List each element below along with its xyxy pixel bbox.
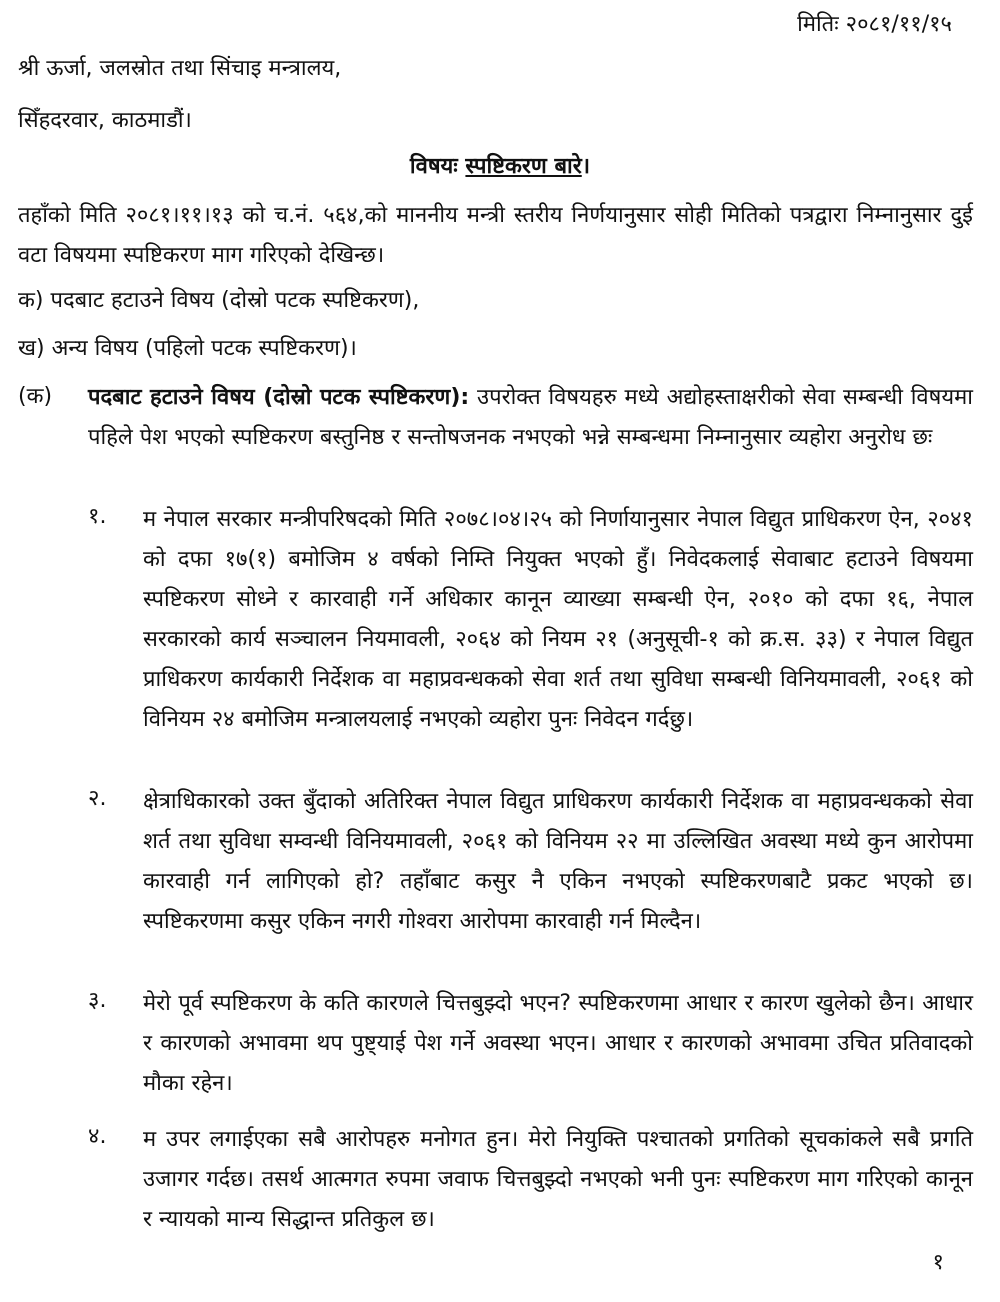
section-a-paragraph xyxy=(88,378,973,458)
item-text: म उपर लगाईएका सबै आरोपहरु मनोगत हुन। मेरो नियुक्ति पश्चातको प्रगतिको सूचकांकले सबै प्रगति उजागर गर्दछ। तसर्थ आत्मगत रुपमा जवाफ चित्तबुझ्दो नभएको भनी पुनः स्पष्टिकरण माग गरिएको कानून र न्यायको मान्य सिद्धान्त प्रतिकुल छ। xyxy=(143,1127,973,1232)
item-number: २. xyxy=(88,786,107,811)
item-text: म नेपाल सरकार मन्त्रीपरिषदको मिति २०७८।०४।२५ को निर्णायानुसार नेपाल विद्युत प्राधिकरण ऐन, २०४१ को दफा १७(१) बमोजिम ४ वर्षको निम्ति नियुक्त भएको हुँ। निवेदकलाई सेवाबाट हटाउने विषयमा स्पष्टिकरण सोध्ने र कारवाही गर्ने अधिकार कानून व्याख्या सम्बन्धी ऐन, २०१० को दफा १६, नेपाल सरकारको कार्य सञ्चालन नियमावली, २०६४ को नियम २१ (अनुसूची-१ को क्र.स. ३३) र नेपाल विद्युत प्राधिकरण कार्यकारी निर्देशक वा महाप्रवन्धकको सेवा शर्त तथा सुविधा सम्बन्धी विनियमावली, २०६१ को विनियम २४ बमोजिम मन्त्रालयलाई नभएको व्यहोरा पुनः निवेदन गर्दछु। xyxy=(143,507,973,732)
letter-date: मितिः २०८१/११/१५ xyxy=(797,12,952,37)
subject-text: स्पष्टिकरण बारे xyxy=(465,154,582,179)
item-text: क्षेत्राधिकारको उक्त बुँदाको अतिरिक्त नेपाल विद्युत प्राधिकरण कार्यकारी निर्देशक वा महाप्रवन्धकको सेवा शर्त तथा सुविधा सम्वन्धी विनियमावली, २०६१ को विनियम २२ मा उल्लिखित अवस्था मध्ये कुन आरोपमा कारवाही गर्न लागिएको हो? तहाँबाट कसुर नै एकिन नभएको स्पष्टिकरणबाटै प्रकट भएको छ। स्पष्टिकरणमा कसुर एकिन नगरी गोश्वरा आरोपमा कारवाही गर्न मिल्दैन। xyxy=(143,789,973,934)
topic-item-b: ख) अन्य विषय (पहिलो पटक स्पष्टिकरण)। xyxy=(18,336,357,361)
subject-line xyxy=(0,150,1000,180)
item-number: १. xyxy=(88,504,107,529)
subject-prefix: विषयः xyxy=(409,154,458,179)
intro-paragraph: तहाँको मिति २०८१।११।१३ को च.नं. ५६४,को माननीय मन्त्री स्तरीय निर्णयानुसार सोही मितिको पत्रद्वारा निम्नानुसार दुई वटा विषयमा स्पष्टिकरण माग गरिएको देखिन्छ। xyxy=(18,203,973,268)
topic-item-a: क) पदबाट हटाउने विषय (दोस्रो पटक स्पष्टिकरण), xyxy=(18,288,420,313)
page-number: १ xyxy=(932,1250,944,1275)
item-number: ४. xyxy=(88,1124,107,1149)
section-a-body: उपरोक्त विषयहरु मध्ये अद्योहस्ताक्षरीको सेवा सम्बन्धी विषयमा पहिले पेश भएको स्पष्टिकरण बस्तुनिष्ठ र सन्तोषजनक नभएको भन्ने सम्बन्धमा निम्नानुसार व्यहोरा अनुरोध छः xyxy=(88,385,973,450)
section-a-heading: पदबाट हटाउने विषय (दोस्रो पटक स्पष्टिकरण): xyxy=(88,385,470,410)
addressee-line-2: सिँहदरवार, काठमाडौं। xyxy=(18,108,192,133)
item-text: मेरो पूर्व स्पष्टिकरण के कति कारणले चित्तबुझ्दो भएन? स्पष्टिकरणमा आधार र कारण खुलेको छैन। आधार र कारणको अभावमा थप पुष्ट्याई पेश गर्ने अवस्था भएन। आधार र कारणको अभावमा उचित प्रतिवादको मौका रहेन। xyxy=(143,991,973,1096)
addressee-line-1: श्री ऊर्जा, जलस्रोत तथा सिंचाइ मन्त्रालय, xyxy=(18,56,342,81)
subject-suffix: । xyxy=(581,154,591,179)
section-a-label: (क) xyxy=(18,384,53,409)
item-number: ३. xyxy=(88,988,107,1013)
